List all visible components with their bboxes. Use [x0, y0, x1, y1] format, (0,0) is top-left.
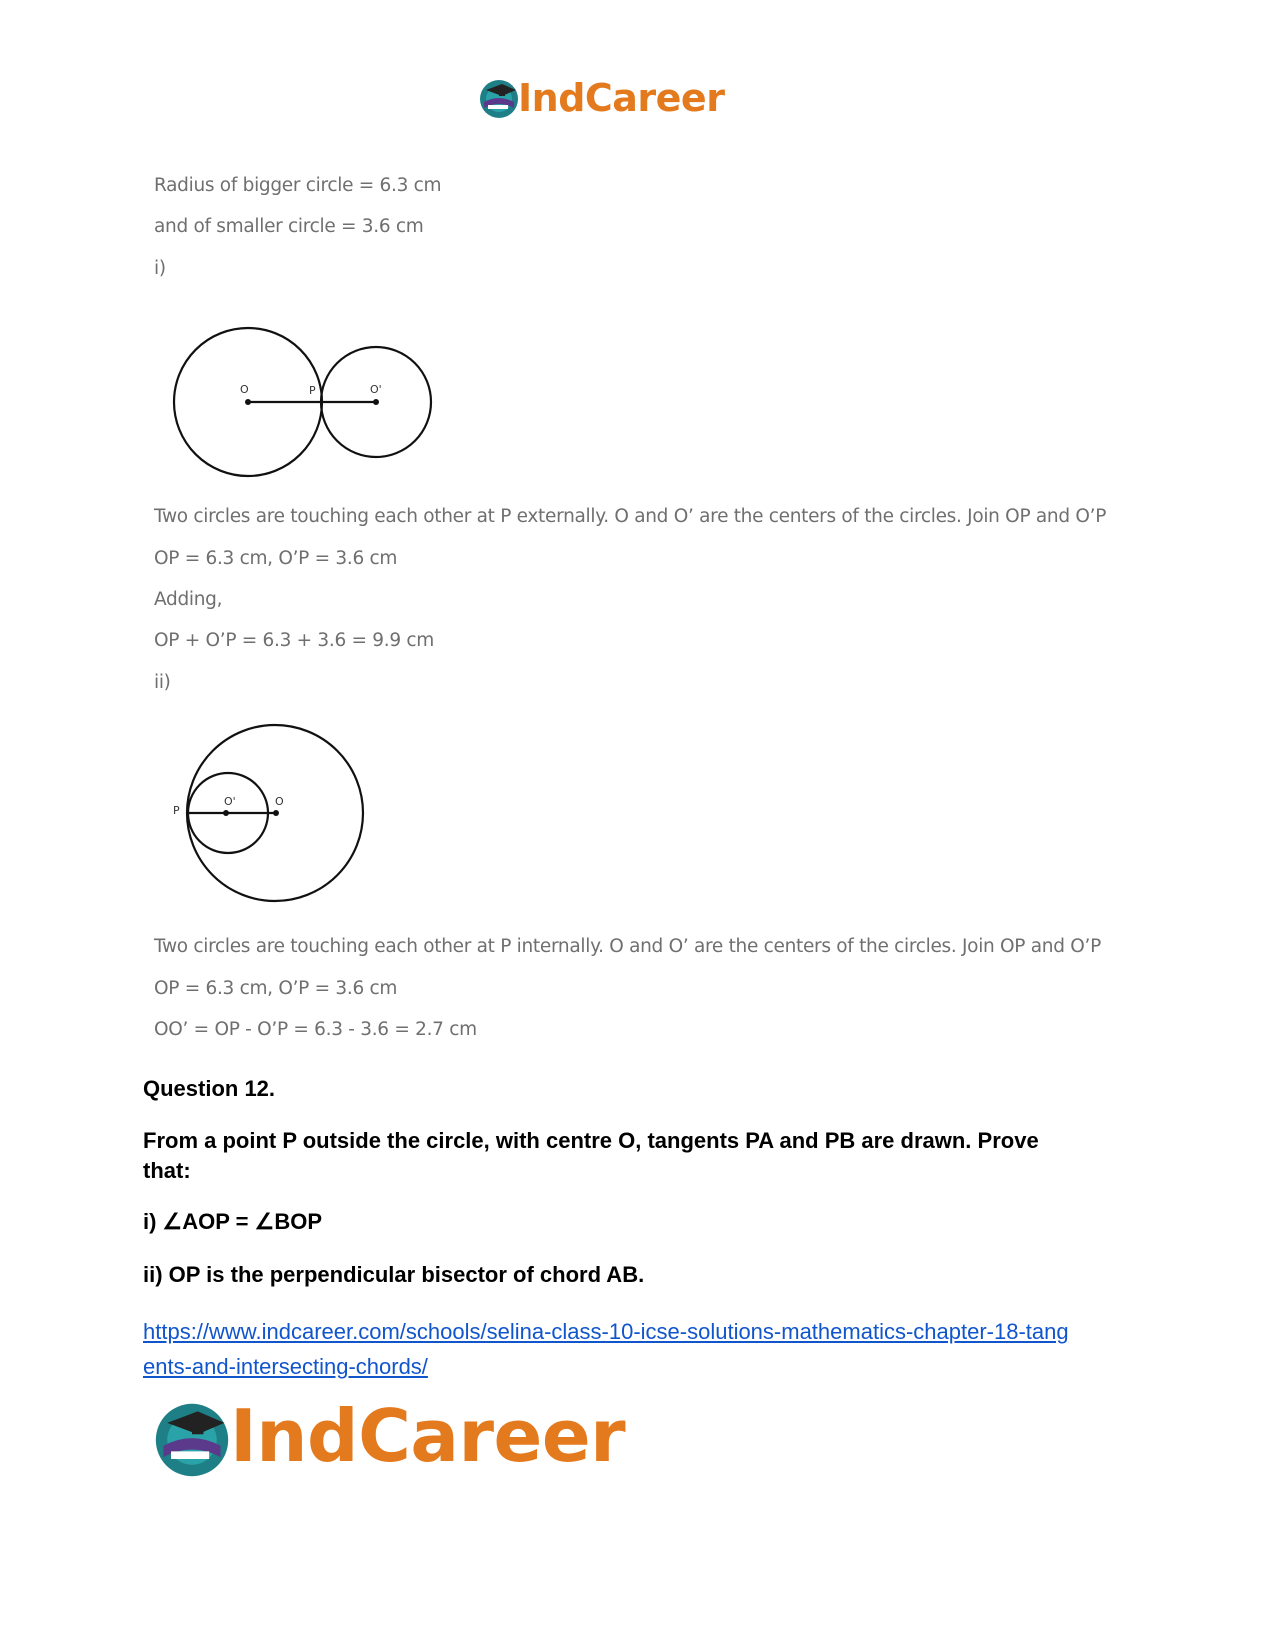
header-logo-text: IndCareer	[518, 76, 725, 120]
text-line: OP = 6.3 cm, O’P = 3.6 cm	[154, 978, 398, 999]
text-line: Adding,	[154, 589, 223, 610]
text-line: Two circles are touching each other at P externally. O and O’ are the centers of the circles. Join OP and O’P	[154, 506, 1107, 527]
source-link-line-2[interactable]: ents-and-intersecting-chords/	[143, 1354, 428, 1379]
footer-logo	[152, 1396, 672, 1486]
text-line: Radius of bigger circle = 6.3 cm	[154, 175, 442, 196]
label-o: O	[240, 383, 249, 396]
question-title: Question 12.	[143, 1076, 276, 1101]
text-line: Two circles are touching each other at P internally. O and O’ are the centers of the circles. Join OP and O’P	[154, 936, 1101, 957]
question-part-i: i) ∠AOP = ∠BOP	[143, 1209, 323, 1234]
text-line: OP = 6.3 cm, O’P = 3.6 cm	[154, 548, 398, 569]
source-link-line-1[interactable]: https://www.indcareer.com/schools/selina-class-10-icse-solutions-mathematics-chapter-18-tang	[143, 1319, 1069, 1344]
header-logo	[478, 74, 748, 126]
text-line: ii)	[154, 672, 171, 693]
text-line: OO’ = OP - O’P = 6.3 - 3.6 = 2.7 cm	[154, 1019, 477, 1040]
graduation-cap-globe-icon	[152, 1400, 232, 1480]
text-line: OP + O’P = 6.3 + 3.6 = 9.9 cm	[154, 630, 435, 651]
label-p: P	[173, 804, 180, 817]
question-statement: From a point P outside the circle, with centre O, tangents PA and PB are drawn. Prove that:	[143, 1128, 1039, 1183]
center-o-point	[245, 399, 251, 405]
source-link[interactable]	[143, 1314, 1069, 1384]
label-o-prime: O'	[370, 383, 382, 396]
label-o: O	[275, 795, 284, 808]
text-line: i)	[154, 258, 166, 279]
center-o-point	[273, 810, 279, 816]
center-o-prime-point	[373, 399, 379, 405]
figure-internal-circles	[160, 710, 380, 920]
figure-external-circles	[160, 310, 450, 500]
footer-logo-text: IndCareer	[230, 1394, 626, 1478]
text-line: and of smaller circle = 3.6 cm	[154, 216, 424, 237]
label-o-prime: O'	[224, 795, 236, 808]
graduation-cap-globe-icon	[478, 78, 520, 120]
label-p: P	[309, 384, 316, 397]
question-part-ii: ii) OP is the perpendicular bisector of chord AB.	[143, 1262, 645, 1287]
center-o-prime-point	[223, 810, 229, 816]
